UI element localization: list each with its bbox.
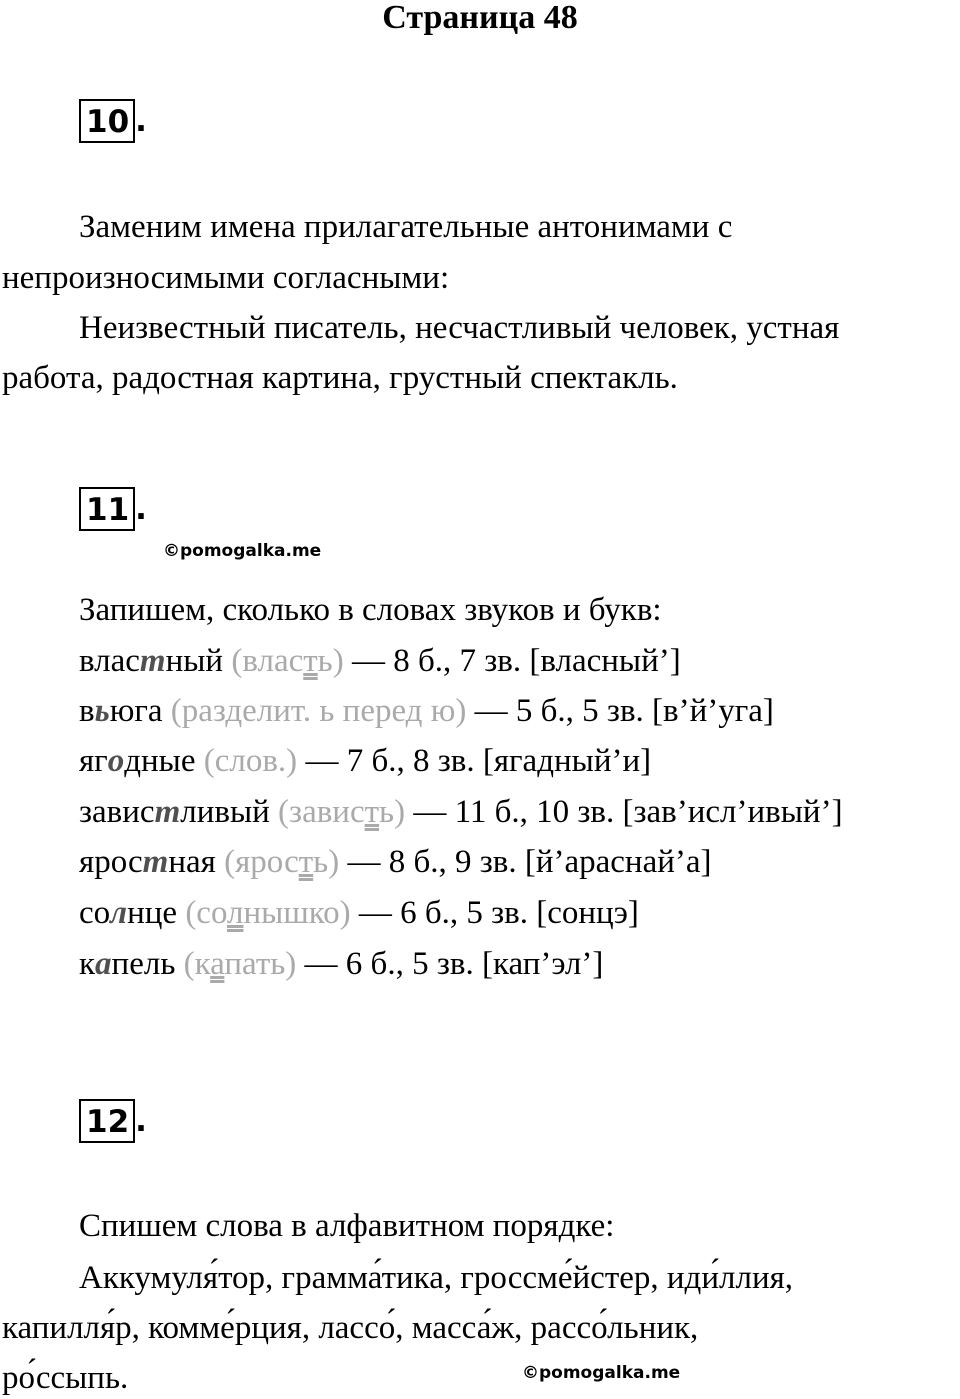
task11-row-4: завистливый (зависть) — 11 б., 10 зв. [зав’исл’ивый’] — [79, 794, 843, 830]
task11-row-5: яростная (ярость) — 8 б., 9 зв. [й’араснай’а] — [79, 844, 712, 880]
task11-row-6: солнце (солнышко) — 6 б., 5 зв. [сонцэ] — [79, 895, 639, 931]
task11-row-3: ягодные (слов.) — 7 б., 8 зв. [ягадный’и] — [79, 743, 652, 779]
watermark: ©pomogalka.me — [522, 1363, 681, 1383]
task-number-box: 11 — [79, 487, 135, 531]
task-number-box: 10 — [79, 99, 135, 143]
task12-line-2: Аккумуля́тор, грамма́тика, гроссме́йстер, иди́ллия, — [79, 1260, 794, 1296]
watermark: ©pomogalka.me — [163, 541, 322, 561]
page-title: Страница 48 — [382, 0, 578, 36]
task12-line-3: капилля́р, комме́рция, лассо́, масса́ж, рассо́льник, — [2, 1310, 699, 1346]
task11-row-7: капель (капать) — 6 б., 5 зв. [кап’эл’] — [79, 946, 604, 982]
task11-row-2: вьюга (разделит. ь перед ю) — 5 б., 5 зв. [в’й’уга] — [79, 693, 774, 729]
task-number-10: 10 . — [79, 99, 147, 143]
task10-line-4: работа, радостная картина, грустный спектакль. — [2, 360, 678, 396]
task11-intro: Запишем, сколько в словах звуков и букв: — [79, 592, 662, 628]
task-number-box: 12 — [79, 1099, 135, 1143]
task10-line-1: Заменим имена прилагательные антонимами с — [79, 209, 733, 245]
task-number-11: 11 . — [79, 487, 147, 531]
task11-row-1: властный (власть) — 8 б., 7 зв. [власный’] — [79, 643, 681, 679]
task10-line-3: Неизвестный писатель, несчастливый человек, устная — [79, 310, 840, 346]
task12-line-4: ро́ссыпь. — [2, 1360, 129, 1396]
task12-line-1: Спишем слова в алфавитном порядке: — [79, 1208, 615, 1244]
task-number-12: 12 . — [79, 1099, 147, 1143]
task10-line-2: непроизносимыми согласными: — [2, 260, 450, 296]
